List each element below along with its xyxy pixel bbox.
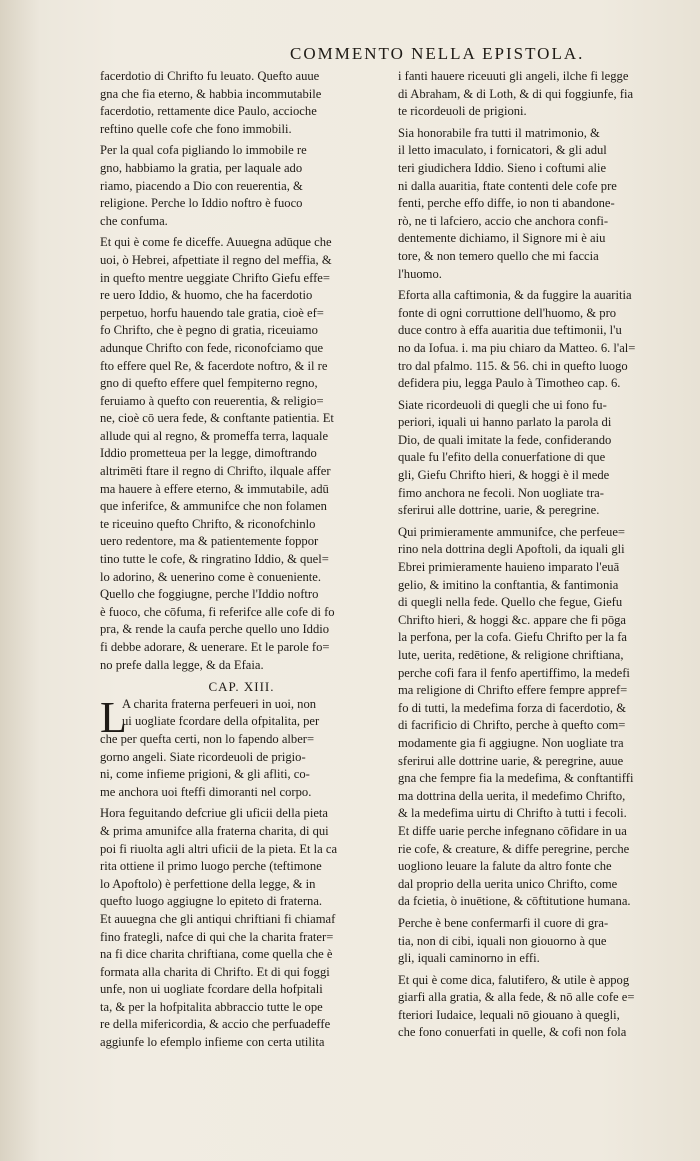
text-line: la perfona, per la cofa. Giefu Chrifto per la fa <box>398 630 628 645</box>
text-line: uero redentore, ma & patientemente foppor <box>100 534 319 549</box>
text-line: i fanti hauere riceuuti gli angeli, ilche fi legge <box>398 69 629 83</box>
text-line: ta, & per la hofpitalita abbraccio tutte le ope <box>100 999 323 1014</box>
text-line: re della mifericordia, & accio che perfuadeffe <box>100 1017 331 1032</box>
text-line: sferirui alle dottrine, uarie, & peregrine. <box>398 503 600 518</box>
text-line: rie cofe, & creature, & diffe peregrine, perche <box>398 841 630 856</box>
text-line: rò, ne ti lafciero, accio che anchora confi- <box>398 213 609 228</box>
text-line: rita ottiene il primo luogo perche (teftimone <box>100 859 322 874</box>
text-line: dal proprio della uerita unico Chrifto, come <box>398 876 618 891</box>
text-line: rino nela dottrina degli Apoftoli, da iquali gli <box>398 542 625 557</box>
text-line: gli, Giefu Chrifto hieri, & hoggi è il mede <box>398 468 610 483</box>
text-line: Et auuegna che gli antiqui chriftiani fi chiamaf <box>100 911 336 926</box>
left-paragraphs <box>100 68 383 674</box>
text-line: dentemente dichiamo, il Signore mi è aiu <box>398 231 606 246</box>
chapter-paragraph <box>100 692 383 802</box>
text-line: pra, & rende la caufa perche quello uno Iddio <box>100 622 330 637</box>
text-line: gno, habbiamo la gratia, per laquale ado <box>100 160 303 175</box>
text-line: gorno angeli. Siate ricordeuoli de prigio- <box>100 749 306 764</box>
text-line: tia, non di cibi, iquali non giouorno à que <box>398 933 607 948</box>
text-line: feruiamo à quefto con reuerentia, & religio= <box>100 393 324 408</box>
text-line: fi debbe adorare, & uenerare. Et le parole fo= <box>100 640 330 654</box>
text-line: Iddio prometteua per la legge, dimoftrando <box>100 446 317 461</box>
text-line: gno di quefto effere quel fempiterno regno, <box>100 376 318 391</box>
text-line: quale fu l'efito della conuerfatione di que <box>398 450 606 465</box>
text-line: perche cofi fara il fenfo apertiffimo, la medefi <box>398 665 630 680</box>
text-line: fo di tutti, la medefima forza di facerdotio, & <box>398 700 627 715</box>
text-line: formata alla charita di Chrifto. Et di qui foggi <box>100 964 330 979</box>
text-line: che confuma. <box>100 213 168 228</box>
text-line: lute, uerita, redētione, & religione chriftiana, <box>398 648 624 662</box>
text-line: di quegli nella fede. Quello che fegue, Giefu <box>398 595 623 610</box>
paragraph <box>100 234 383 674</box>
paragraph <box>100 68 383 138</box>
text-line: l'huomo. <box>398 266 442 281</box>
text-line: allude qui al regno, & promeffa terra, laquale <box>100 428 329 443</box>
text-line: tore, & non temero quello che mi faccia <box>398 248 599 263</box>
left-paragraphs-after <box>100 805 383 1051</box>
text-line: ma dottrina della uerita, il medefimo Chrifto, <box>398 788 626 803</box>
paragraph <box>398 524 681 911</box>
text-line: facerdotio, rettamente dice Paulo, accioche <box>100 104 317 119</box>
text-line: Eforta alla caftimonia, & da fuggire la auaritia <box>398 288 632 303</box>
text-line: ma religione di Chrifto effere fempre appref= <box>398 683 628 698</box>
text-line: na fi dice charita chriftiana, come quella che è <box>100 947 333 962</box>
text-line: perpetuo, horfu hauendo tale gratia, cioè ef= <box>100 305 324 320</box>
text-line: ne, cioè cō uera fede, & conftante patientia. Et <box>100 411 334 426</box>
text-line: ui uogliate fcordare della ofpitalita, per <box>122 714 320 729</box>
text-line: tino tutte le cofe, & ringratino Iddio, & quel= <box>100 552 329 567</box>
left-column <box>100 68 383 1056</box>
running-header: COMMENTO NELLA EPISTOLA. <box>290 44 585 63</box>
paragraph <box>398 68 681 121</box>
text-line: da fcietia, ò inuētione, & cōftitutione humana. <box>398 894 631 909</box>
text-line: lo Apoftolo) è perfettione della legge, & in <box>100 876 316 891</box>
text-line: gna che fia eterno, & habbia incommutabile <box>100 86 322 101</box>
paragraph <box>398 397 681 520</box>
text-line: religione. Perche lo Iddio noftro è fuoco <box>100 196 303 211</box>
text-line: Hora feguitando defcriue gli uficii della pieta <box>100 806 328 821</box>
text-line: A charita fraterna perfeueri in uoi, non <box>122 696 317 711</box>
chapter-heading: CAP. XIII. <box>208 679 275 695</box>
text-line: giarfi alla gratia, & alla fede, & nō alle cofe e= <box>398 990 635 1005</box>
text-line: Et qui è come fe diceffe. Auuegna adūque che <box>100 235 332 250</box>
text-line: Siate ricordeuoli di quegli che ui fono fu- <box>398 397 607 412</box>
text-line: Dio, de quali imitate la fede, confiderando <box>398 432 612 447</box>
drop-capital: L <box>100 692 127 742</box>
text-line: lo adorino, & uenerino come è conueniente. <box>100 569 322 584</box>
text-line: modamente gia fi aggiugne. Non uogliate tra <box>398 735 624 750</box>
text-line: tro dal pfalmo. 115. & 56. chi in quefto luogo <box>398 358 628 373</box>
text-line: fteriori Iudaice, lequali nō giouano à quegli, <box>398 1007 620 1022</box>
text-line: Sia honorabile fra tutti il matrimonio, & <box>398 125 600 140</box>
text-line: ni, come infieme prigioni, & gli afliti, co- <box>100 767 310 782</box>
text-line: Qui primieramente ammunifce, che perfeue= <box>398 524 626 539</box>
text-line: fo Chrifto, che è pegno di gratia, riceuiamo <box>100 323 318 338</box>
text-line: Ebrei primieramente hauieno imparato l'euā <box>398 560 620 575</box>
paragraph <box>398 915 681 968</box>
text-line: Per la qual cofa pigliando lo immobile re <box>100 143 307 158</box>
text-line: riamo, piacendo a Dio con reuerentia, & <box>100 178 303 193</box>
text-line: quefto luogo aggiugne lo epiteto di fraterna. <box>100 894 323 909</box>
text-line: poi fi riuolta agli altri uficii de la pieta. Et la ca <box>100 841 338 856</box>
paragraph <box>398 125 681 283</box>
text-line: teri giudichera Iddio. Sieno i coftumi alie <box>398 160 607 175</box>
text-line: Et qui è come dica, falutifero, & utile è appog <box>398 972 630 987</box>
paragraph <box>100 142 383 230</box>
text-line: unfe, non ui uogliate fcordare della hofpitali <box>100 982 323 997</box>
text-line: di facrificio di Chrifto, perche à quefto com= <box>398 718 626 733</box>
text-line: facerdotio di Chrifto fu leuato. Quefto auue <box>100 69 320 83</box>
text-line: re uero Iddio, & huomo, che ha facerdotio <box>100 288 313 303</box>
text-line: gna che fempre fia la medefima, & conftantiffi <box>398 771 634 786</box>
text-line: Perche è bene confermarfi il cuore di gra- <box>398 915 609 930</box>
text-line: uoi, ò Hebrei, afpettiate il regno del meffia, & <box>100 252 332 267</box>
text-line: no prefe dalla legge, & da Efaia. <box>100 657 264 672</box>
text-line: il letto imaculato, i fornicatori, & gli adul <box>398 143 607 158</box>
text-line: defidera piu, legga Paulo à Timotheo cap. 6. <box>398 376 621 391</box>
text-line: duce contro à effa auaritia due teftimonii, l'u <box>398 323 622 338</box>
right-column <box>398 68 681 1046</box>
text-line: sferirui alle dottrine uarie, & peregrine, auue <box>398 753 624 768</box>
text-line: che per quefta certi, non lo fapendo alber= <box>100 731 315 746</box>
text-line: che fono conuerfati in quelle, & cofi non fola <box>398 1025 627 1040</box>
text-line: fonte di ogni corruttione dell'huomo, & pro <box>398 305 617 320</box>
text-line: fenti, perche effo diffe, io non ti abandone- <box>398 196 615 211</box>
text-line: uogliono leuare la falute da altro fonte che <box>398 859 612 874</box>
text-line: altrimēti ftare il regno di Chrifto, ilquale affer <box>100 464 331 479</box>
text-line: Chrifto hieri, & hoggi &c. appare che fi pōga <box>398 612 627 627</box>
text-line: fino frategli, nafce di qui che la charita frater= <box>100 929 334 944</box>
text-line: in quefto mentre ueggiate Chrifto Giefu effe= <box>100 270 330 285</box>
right-paragraphs <box>398 68 681 1042</box>
text-line: fto effere quel Re, & facerdote noftro, & il re <box>100 358 328 373</box>
text-line: & prima amunifce alla fraterna charita, di qui <box>100 823 329 838</box>
text-line: adunque Chrifto con fede, riconofciamo que <box>100 340 324 355</box>
text-line: fimo anchora ne fecoli. Non uogliate tra- <box>398 485 604 500</box>
text-line: no da Iofua. i. ma piu chiaro da Matteo. 6. l'al= <box>398 340 636 355</box>
chapter-opening <box>100 692 383 802</box>
text-line: reftino quelle cofe che fono immobili. <box>100 121 292 136</box>
text-line: Et diffe uarie perche infegnano cōfidare in ua <box>398 823 627 838</box>
text-line: Quello che foggiugne, perche l'Iddio noftro <box>100 587 319 602</box>
text-line: gli, iquali caminorno in effi. <box>398 951 540 966</box>
text-line: te ricordeuoli de prigioni. <box>398 104 527 119</box>
text-line: ma hauere à effere eterno, & immutabile, adū <box>100 481 329 496</box>
text-line: gelio, & imitino la conftantia, & fantimonia <box>398 577 619 592</box>
text-line: aggiunfe lo efemplo infieme con certa utilita <box>100 1035 325 1050</box>
text-line: te riceuino quefto Chrifto, & riconofchinlo <box>100 516 316 531</box>
paragraph <box>100 805 383 1051</box>
paragraph <box>398 287 681 393</box>
paragraph <box>398 972 681 1042</box>
text-line: que inferifce, & ammunifce che non folamen <box>100 499 327 514</box>
text-line: me anchora uoi fteffi dimoranti nel corpo. <box>100 784 312 799</box>
text-line: è fuoco, che cōfuma, fi referifce alle cofe di fo <box>100 604 335 619</box>
text-line: periori, iquali ui hanno parlato la parola di <box>398 415 612 430</box>
text-line: ni dalla auaritia, ftate contenti dele cofe pre <box>398 178 617 193</box>
text-line: di Abraham, & di Loth, & di qui foggiunfe, fia <box>398 86 634 101</box>
text-line: & la medefima uirtu di Chrifto à tutti i fecoli. <box>398 806 627 821</box>
